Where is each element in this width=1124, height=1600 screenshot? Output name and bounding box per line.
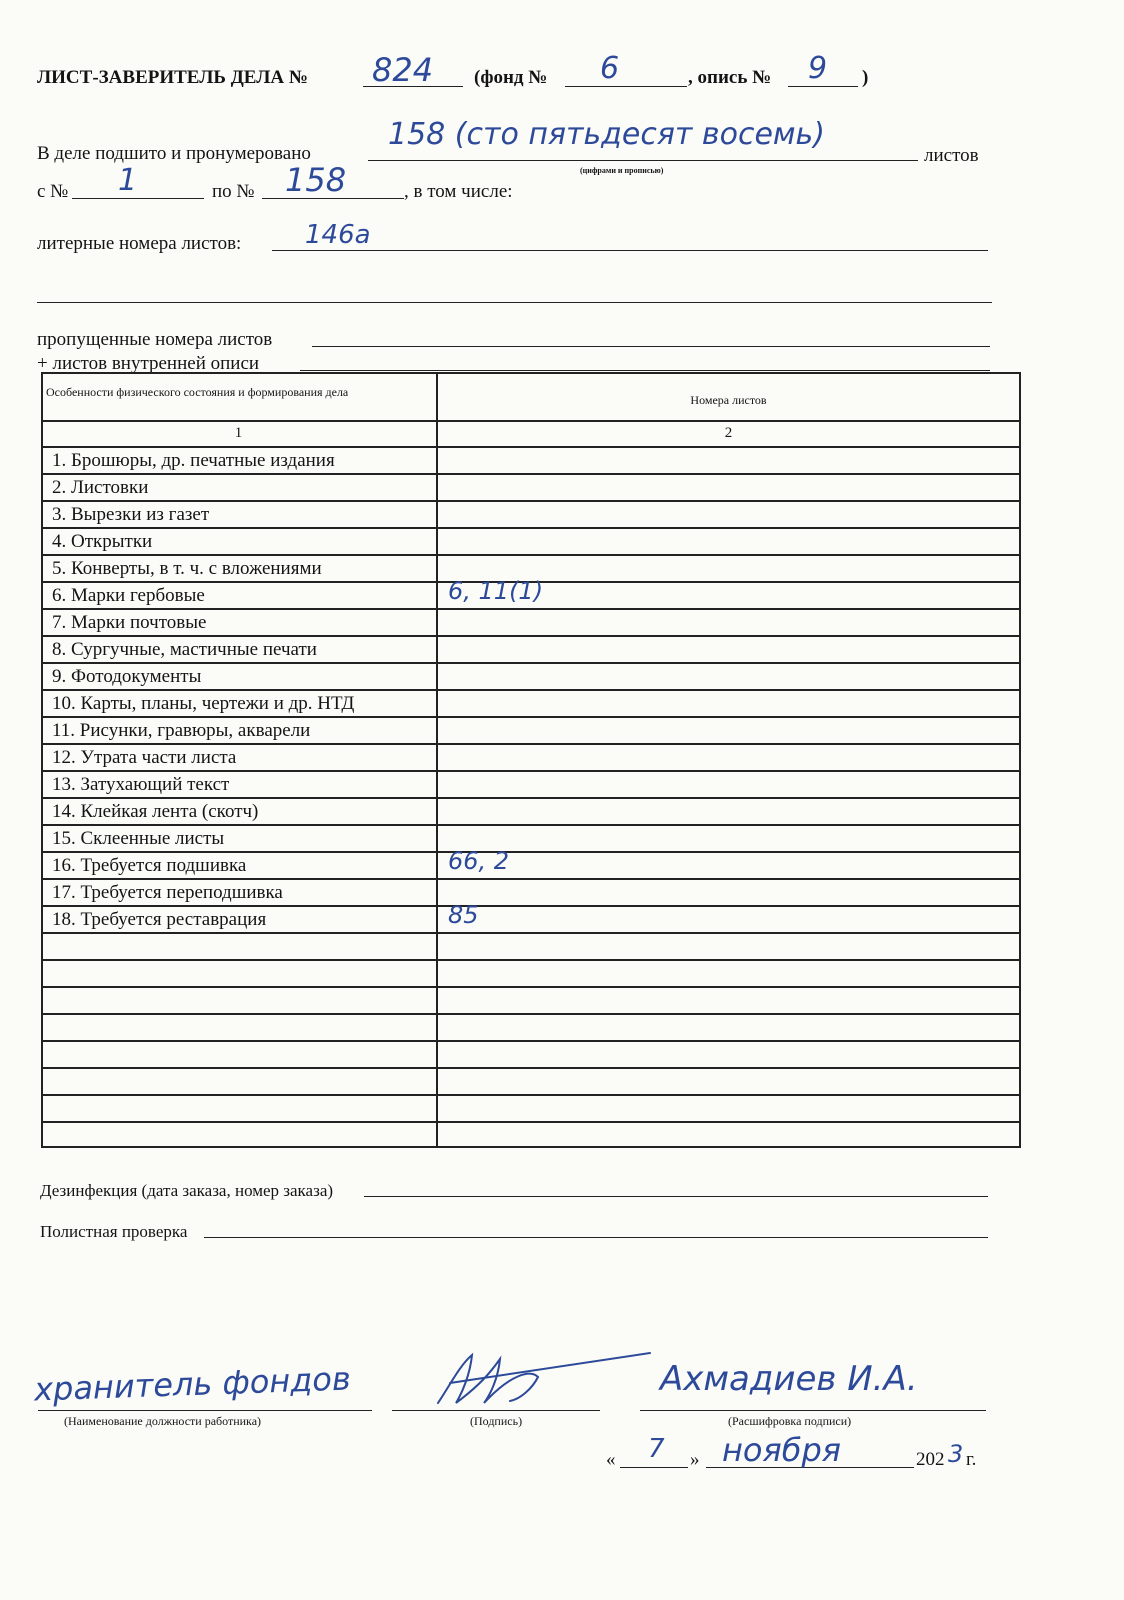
row-label: 1. Брошюры, др. печатные издания bbox=[52, 450, 335, 471]
year-end: г. bbox=[966, 1449, 977, 1470]
filed-value: 158 (сто пятьдесят восемь) bbox=[388, 117, 825, 152]
row-label: 13. Затухающий текст bbox=[52, 774, 230, 795]
table-row-line bbox=[41, 905, 1021, 907]
table-row-line bbox=[41, 878, 1021, 880]
letter-numbers-line bbox=[272, 250, 988, 251]
case-number-value: 824 bbox=[372, 51, 434, 89]
opis-closing-paren: ) bbox=[862, 67, 869, 88]
letter-numbers-label: литерные номера листов: bbox=[37, 233, 242, 254]
date-quote-close: » bbox=[690, 1449, 700, 1470]
table-row-line bbox=[41, 797, 1021, 799]
row-label: 17. Требуется переподшивка bbox=[52, 882, 283, 903]
table-row-line bbox=[41, 689, 1021, 691]
from-label: с № bbox=[37, 181, 69, 202]
row-label: 8. Сургучные, мастичные печати bbox=[52, 639, 317, 660]
table-row-line bbox=[41, 986, 1021, 988]
table-row-line bbox=[41, 716, 1021, 718]
position-hint: (Наименование должности работника) bbox=[64, 1414, 262, 1428]
table-row-line bbox=[41, 1067, 1021, 1069]
blank-line bbox=[37, 302, 992, 303]
name-line bbox=[640, 1410, 986, 1411]
row-label: 18. Требуется реставрация bbox=[52, 909, 267, 930]
from-value: 1 bbox=[118, 163, 138, 198]
inner-inventory-line bbox=[300, 370, 990, 371]
to-label: по № bbox=[212, 181, 255, 202]
table-column-divider bbox=[436, 372, 438, 1148]
row-label: 12. Утрата части листа bbox=[52, 747, 237, 768]
column-2-header: Номера листов bbox=[690, 393, 767, 407]
row-label: 3. Вырезки из газет bbox=[52, 504, 210, 525]
inner-inventory-label: + листов внутренней описи bbox=[37, 353, 260, 374]
table-row-line bbox=[41, 1040, 1021, 1042]
row-label: 7. Марки почтовые bbox=[52, 612, 207, 633]
opis-number-value: 9 bbox=[808, 51, 828, 86]
name-value: Ахмадиев И.А. bbox=[660, 1359, 918, 1399]
filed-hint: (цифрами и прописью) bbox=[580, 166, 664, 175]
table-row-line bbox=[41, 420, 1021, 422]
table-row-line bbox=[41, 743, 1021, 745]
fond-number-line bbox=[565, 86, 687, 87]
date-quote-open: « bbox=[606, 1449, 616, 1470]
row-label: 11. Рисунки, гравюры, акварели bbox=[52, 720, 311, 741]
table-row-line bbox=[41, 1121, 1021, 1123]
table-row-line bbox=[41, 851, 1021, 853]
table-row-line bbox=[41, 473, 1021, 475]
filed-value-line bbox=[368, 160, 918, 161]
filed-label: В деле подшито и пронумеровано bbox=[37, 143, 311, 164]
year-prefix: 202 bbox=[916, 1449, 945, 1470]
row-label: 14. Клейкая лента (скотч) bbox=[52, 801, 259, 822]
column-2-number: 2 bbox=[724, 425, 733, 441]
listov-label: листов bbox=[924, 145, 979, 166]
sheet-check-label: Полистная проверка bbox=[40, 1222, 188, 1241]
opis-label: , опись № bbox=[688, 67, 772, 88]
signature-graphic bbox=[420, 1345, 660, 1415]
row-sheet-numbers: 85 bbox=[448, 901, 479, 929]
table-row-line bbox=[41, 527, 1021, 529]
table-row-line bbox=[41, 608, 1021, 610]
opis-number-line bbox=[788, 86, 858, 87]
month-value: ноября bbox=[722, 1431, 842, 1469]
missing-numbers-line bbox=[312, 346, 990, 347]
document-title: ЛИСТ-ЗАВЕРИТЕЛЬ ДЕЛА № bbox=[37, 67, 308, 88]
table-row-line bbox=[41, 635, 1021, 637]
row-label: 16. Требуется подшивка bbox=[52, 855, 247, 876]
signature-hint: (Подпись) bbox=[470, 1414, 523, 1428]
table-row-line bbox=[41, 770, 1021, 772]
day-value: 7 bbox=[648, 1434, 665, 1464]
fond-number-value: 6 bbox=[600, 51, 620, 86]
disinfection-line bbox=[364, 1196, 988, 1197]
row-label: 4. Открытки bbox=[52, 531, 153, 552]
table-row-line bbox=[41, 1094, 1021, 1096]
row-label: 5. Конверты, в т. ч. с вложениями bbox=[52, 558, 322, 579]
disinfection-label: Дезинфекция (дата заказа, номер заказа) bbox=[40, 1181, 334, 1200]
table-row-line bbox=[41, 446, 1021, 448]
table-row-line bbox=[41, 554, 1021, 556]
sheet-check-line bbox=[204, 1237, 988, 1238]
letter-numbers-value: 146а bbox=[305, 220, 371, 250]
table-row-line bbox=[41, 824, 1021, 826]
including-label: , в том числе: bbox=[404, 181, 513, 202]
table-row-line bbox=[41, 959, 1021, 961]
column-1-header: Особенности физического состояния и формирования дела bbox=[46, 385, 349, 399]
table-row-line bbox=[41, 1013, 1021, 1015]
row-label: 2. Листовки bbox=[52, 477, 149, 498]
fond-label: (фонд № bbox=[474, 67, 548, 88]
row-label: 15. Склеенные листы bbox=[52, 828, 225, 849]
year-suffix: 3 bbox=[948, 1440, 964, 1468]
position-value: хранитель фондов bbox=[33, 1359, 352, 1409]
day-line bbox=[620, 1467, 688, 1468]
row-sheet-numbers: 6, 11(1) bbox=[448, 577, 544, 605]
row-label: 10. Карты, планы, чертежи и др. НТД bbox=[52, 693, 355, 714]
missing-numbers-label: пропущенные номера листов bbox=[37, 329, 273, 350]
position-line bbox=[38, 1410, 372, 1411]
row-sheet-numbers: 66, 2 bbox=[448, 847, 510, 875]
row-label: 9. Фотодокументы bbox=[52, 666, 202, 687]
table-row-line bbox=[41, 932, 1021, 934]
table-row-line bbox=[41, 662, 1021, 664]
name-hint: (Расшифровка подписи) bbox=[728, 1414, 852, 1428]
from-value-line bbox=[72, 198, 204, 199]
to-value: 158 bbox=[285, 161, 347, 199]
table-row-line bbox=[41, 500, 1021, 502]
column-1-number: 1 bbox=[234, 425, 243, 441]
row-label: 6. Марки гербовые bbox=[52, 585, 205, 606]
